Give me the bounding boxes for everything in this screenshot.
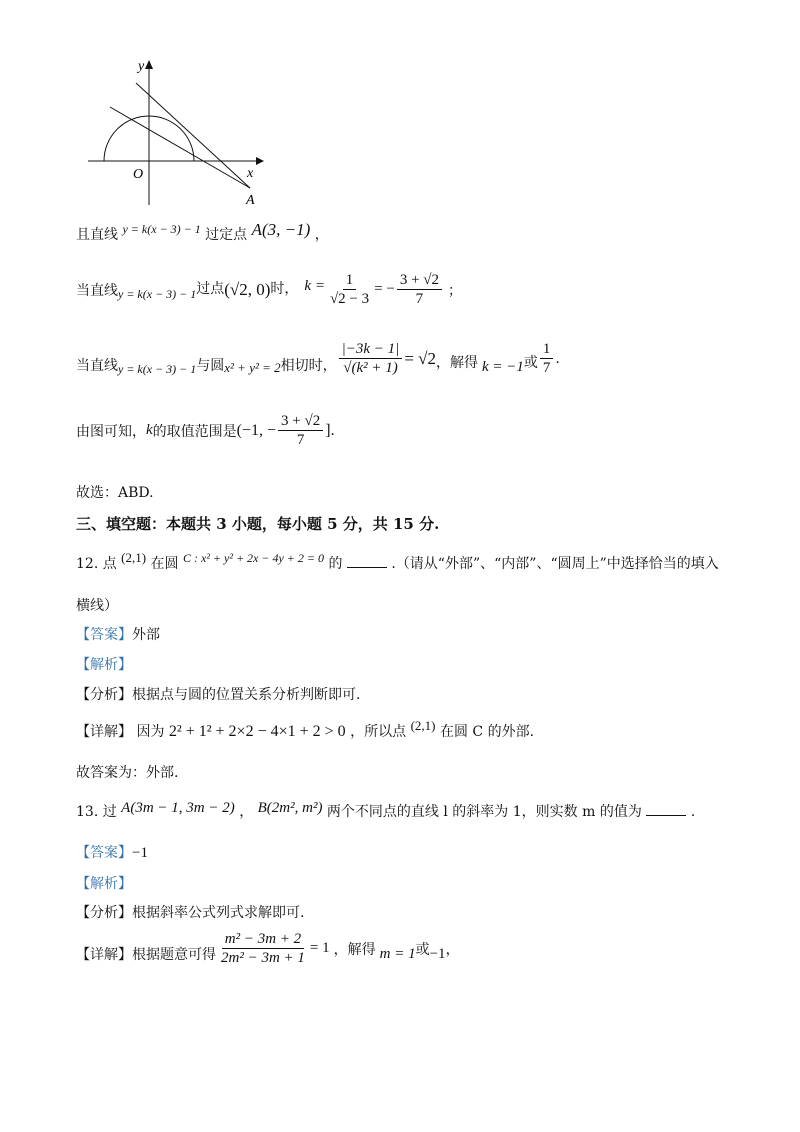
denominator: 7: [542, 360, 551, 376]
q12-stem: [76, 550, 719, 573]
answer-text: −1: [132, 845, 148, 861]
text: ，: [445, 941, 460, 958]
math: ].: [325, 421, 335, 439]
text: .: [555, 350, 560, 367]
fenxi-tag: 【分析】: [76, 905, 132, 921]
fenxi-tag: 【分析】: [76, 687, 132, 703]
math: (√2, 0): [224, 279, 271, 299]
text: 当直线: [76, 282, 118, 299]
text: ，解得: [333, 941, 376, 958]
math: k: [146, 422, 153, 438]
text: 根据题意可得: [132, 946, 216, 963]
solution-line-2: [76, 271, 462, 308]
q12-stem-cont: 横线）: [76, 598, 118, 614]
q12-fenxi: [76, 684, 360, 704]
math: = √2: [404, 348, 436, 368]
denominator: √(k² + 1): [343, 360, 398, 376]
fraction: [327, 271, 372, 308]
fenxi-text: 根据点与圆的位置关系分析判断即可.: [132, 687, 361, 703]
denominator: 2m² − 3m + 1: [221, 950, 305, 966]
y-axis-arrow: [145, 60, 153, 69]
detail-tag: 【详解】: [76, 724, 132, 740]
text: 与圆: [196, 357, 225, 374]
text: 当直线: [76, 357, 118, 374]
math: y = k(x − 3) − 1: [122, 222, 201, 236]
solution-line-5: 故选：ABD.: [76, 485, 154, 501]
detail-tag: 【详解】: [76, 946, 132, 963]
solution-line-1: [76, 220, 329, 244]
fraction: [278, 412, 323, 449]
denominator: 7: [415, 291, 424, 307]
solution-line-4: [76, 412, 335, 449]
math: (2,1): [410, 718, 436, 733]
math: (2,1): [121, 550, 147, 565]
fraction: [218, 930, 308, 967]
q12-analysis-tag: 【解析】: [76, 657, 132, 673]
math: A(3, −1): [251, 220, 311, 239]
numerator: 1: [540, 340, 554, 359]
answer-blank: [646, 803, 686, 816]
fenxi-text: 根据斜率公式列式求解即可.: [132, 905, 305, 921]
q12-detail: [76, 718, 534, 741]
numerator: 1: [343, 271, 357, 290]
text: 12. 点: [76, 556, 117, 572]
x-axis-arrow: [256, 157, 264, 165]
text: 的取值范围是: [152, 423, 237, 440]
label-a: A: [246, 193, 255, 208]
math: B(2m², m²): [257, 800, 323, 816]
q13-answer: [76, 842, 148, 862]
text: ，所以点: [350, 724, 407, 740]
fraction: [540, 340, 554, 377]
math: (−1, −: [236, 421, 277, 439]
q12-conclusion: 故答案为：外部.: [76, 765, 179, 781]
text: 在圆 C 的外部.: [439, 724, 535, 740]
text: 两个不同点的直线 l 的斜率为 1，则实数 m 的值为: [326, 804, 642, 820]
geometry-figure: [80, 55, 270, 210]
fraction: [397, 271, 442, 308]
math: k =: [304, 278, 325, 294]
text: ，: [239, 804, 254, 820]
tangent-line: [136, 83, 250, 188]
text: 或: [415, 941, 430, 958]
math: −1: [429, 946, 446, 962]
numerator: |−3k − 1|: [339, 340, 403, 359]
numerator: m² − 3m + 2: [222, 930, 304, 949]
math: x² + y² = 2: [224, 359, 281, 375]
math: 2² + 1² + 2×2 − 4×1 + 2 > 0: [168, 723, 346, 740]
text: 过点: [196, 280, 225, 297]
answer-tag: 【答案】: [76, 627, 132, 643]
text: .: [690, 804, 696, 820]
answer-tag: 【答案】: [76, 845, 132, 861]
label-y: y: [138, 59, 145, 74]
secant-line: [110, 107, 250, 188]
section-title: 三、填空题：本题共 3 小题，每小题 5 分，共 15 分.: [76, 515, 440, 533]
label-o: O: [133, 167, 144, 182]
text: ；: [448, 282, 463, 299]
q13-detail: [76, 930, 460, 967]
solution-line-3: [76, 340, 560, 377]
text: 13. 过: [76, 804, 117, 820]
text: 在圆: [150, 556, 179, 572]
q13-stem: [76, 800, 695, 821]
text: 因为: [136, 724, 165, 740]
text: 相切时，: [280, 357, 337, 374]
math: A(3m − 1, 3m − 2): [121, 800, 235, 816]
numerator: 3 + √2: [397, 271, 442, 290]
text: ，: [314, 227, 329, 243]
text: ，解得: [435, 354, 478, 371]
q12-answer: [76, 624, 160, 644]
math: = 1: [309, 940, 330, 956]
answer-blank: [347, 555, 387, 568]
answer-text: 外部: [132, 627, 160, 643]
text: 由图可知，: [76, 423, 146, 440]
math: y = k(x − 3) − 1: [118, 362, 197, 376]
fraction: [339, 340, 403, 377]
text: 且直线: [76, 227, 118, 243]
math: y = k(x − 3) − 1: [118, 287, 197, 301]
text: 时，: [270, 280, 299, 297]
text: 过定点: [205, 227, 248, 243]
numerator: 3 + √2: [278, 412, 323, 431]
text: 或: [523, 354, 538, 371]
q13-analysis-tag: 【解析】: [76, 876, 132, 892]
math: m = 1: [379, 946, 416, 962]
math: = −: [374, 281, 395, 297]
denominator: √2 − 3: [329, 291, 370, 307]
text: .（请从“外部”、“内部”、“圆周上”中选择恰当的填入: [391, 556, 719, 572]
math: k = −1: [481, 359, 524, 375]
math: C : x² + y² + 2x − 4y + 2 = 0: [183, 551, 324, 565]
q13-fenxi: [76, 902, 304, 922]
text: 的: [328, 556, 343, 572]
label-x: x: [247, 166, 254, 181]
denominator: 7: [296, 432, 305, 448]
